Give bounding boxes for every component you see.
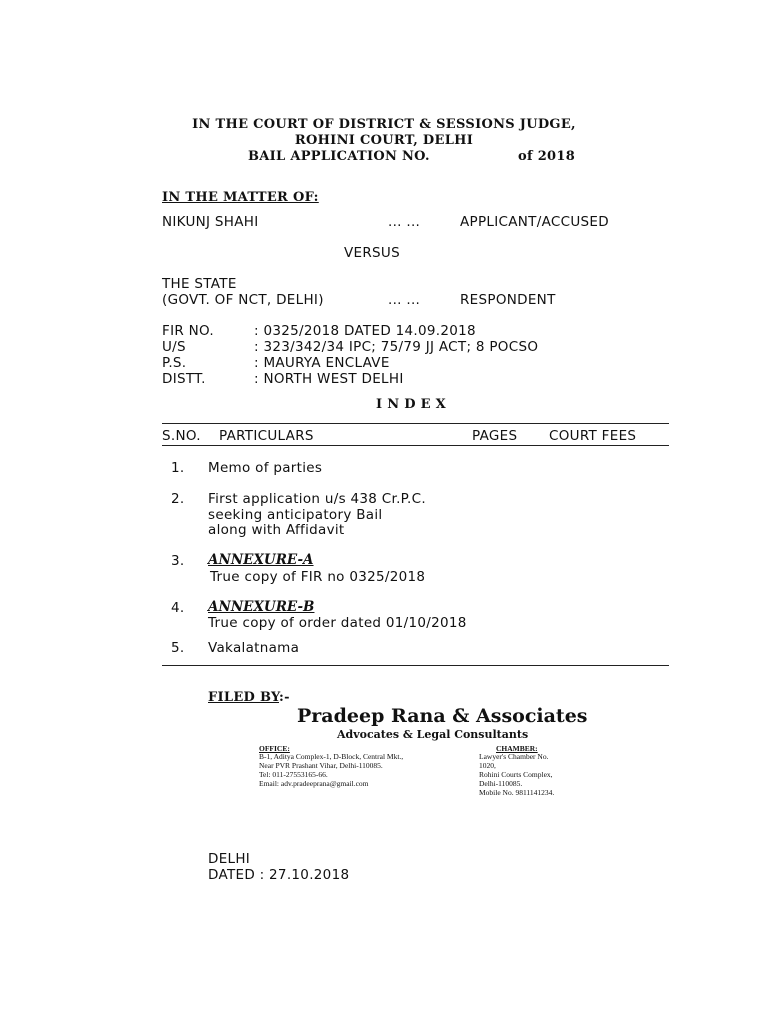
bail-application-label: BAIL APPLICATION NO. <box>248 149 430 164</box>
firm-name: Pradeep Rana & Associates <box>297 705 588 727</box>
chamber-line: Delhi-110085. <box>479 779 523 788</box>
office-address-line: B-1, Aditya Complex-1, D-Block, Central Mkt., <box>259 752 404 761</box>
section-value: : 323/342/34 IPC; 75/79 JJ ACT; 8 POCSO <box>254 339 539 355</box>
item-particular: Memo of parties <box>208 460 323 476</box>
item-number: 3. <box>171 553 185 569</box>
chamber-line: Rohini Courts Complex, <box>479 770 553 779</box>
versus-label: VERSUS <box>344 245 400 261</box>
court-heading-line1: IN THE COURT OF DISTRICT & SESSIONS JUDGE, <box>192 117 576 132</box>
office-phone: Tel: 011-27553165-66. <box>259 770 328 779</box>
section-label: U/S <box>162 339 186 355</box>
fir-label: FIR NO. <box>162 323 214 339</box>
item-particular: along with Affidavit <box>208 522 345 538</box>
chamber-label: CHAMBER: <box>496 744 538 753</box>
col-sno: S.NO. <box>162 428 201 444</box>
item-number: 4. <box>171 600 185 616</box>
firm-subtitle: Advocates & Legal Consultants <box>337 728 529 741</box>
fir-value: : 0325/2018 DATED 14.09.2018 <box>254 323 476 339</box>
item-number: 1. <box>171 460 185 476</box>
office-address-line: Near PVR Prashant Vihar, Delhi-110085. <box>259 761 383 770</box>
col-pages: PAGES <box>472 428 518 444</box>
respondent-line1: THE STATE <box>162 276 237 292</box>
chamber-line: Lawyer's Chamber No. <box>479 752 549 761</box>
item-number: 2. <box>171 491 185 507</box>
index-bottom-rule <box>162 665 669 666</box>
office-email: Email: adv.pradeeprana@gmail.com <box>259 779 369 788</box>
item-particular: True copy of order dated 01/10/2018 <box>208 615 467 631</box>
item-particular: First application u/s 438 Cr.P.C. <box>208 491 426 507</box>
annexure-b-label: ANNEXURE-B <box>208 599 315 615</box>
item-number: 5. <box>171 640 185 656</box>
index-title: I N D E X <box>376 397 447 412</box>
place-label: DELHI <box>208 851 251 867</box>
district-label: DISTT. <box>162 371 206 387</box>
col-particulars: PARTICULARS <box>219 428 314 444</box>
district-value: : NORTH WEST DELHI <box>254 371 404 387</box>
item-particular: seeking anticipatory Bail <box>208 507 383 523</box>
applicant-dots: ... ... <box>388 214 421 230</box>
col-court-fees: COURT FEES <box>549 428 637 444</box>
respondent-dots: ... ... <box>388 292 421 308</box>
chamber-line: 1020, <box>479 761 496 770</box>
filed-by-suffix: :- <box>279 690 290 705</box>
police-station-label: P.S. <box>162 355 187 371</box>
chamber-mobile: Mobile No. 9811141234. <box>479 788 555 797</box>
bail-application-year: of 2018 <box>518 149 576 164</box>
filed-by-label <box>208 690 290 705</box>
dated-label: DATED : 27.10.2018 <box>208 867 350 883</box>
applicant-name: NIKUNJ SHAHI <box>162 214 259 230</box>
annexure-a-label: ANNEXURE-A <box>208 552 314 568</box>
office-label: OFFICE: <box>259 744 290 753</box>
index-header-rule <box>162 445 669 446</box>
respondent-role: RESPONDENT <box>460 292 556 308</box>
court-heading-line2: ROHINI COURT, DELHI <box>294 133 474 148</box>
item-particular: Vakalatnama <box>208 640 300 656</box>
index-top-rule <box>162 423 669 424</box>
in-the-matter-heading: IN THE MATTER OF: <box>162 190 319 205</box>
item-particular: True copy of FIR no 0325/2018 <box>210 569 426 585</box>
filed-by-text: FILED BY <box>208 690 279 705</box>
respondent-line2: (GOVT. OF NCT, DELHI) <box>162 292 324 308</box>
applicant-role: APPLICANT/ACCUSED <box>460 214 609 230</box>
police-station-value: : MAURYA ENCLAVE <box>254 355 390 371</box>
